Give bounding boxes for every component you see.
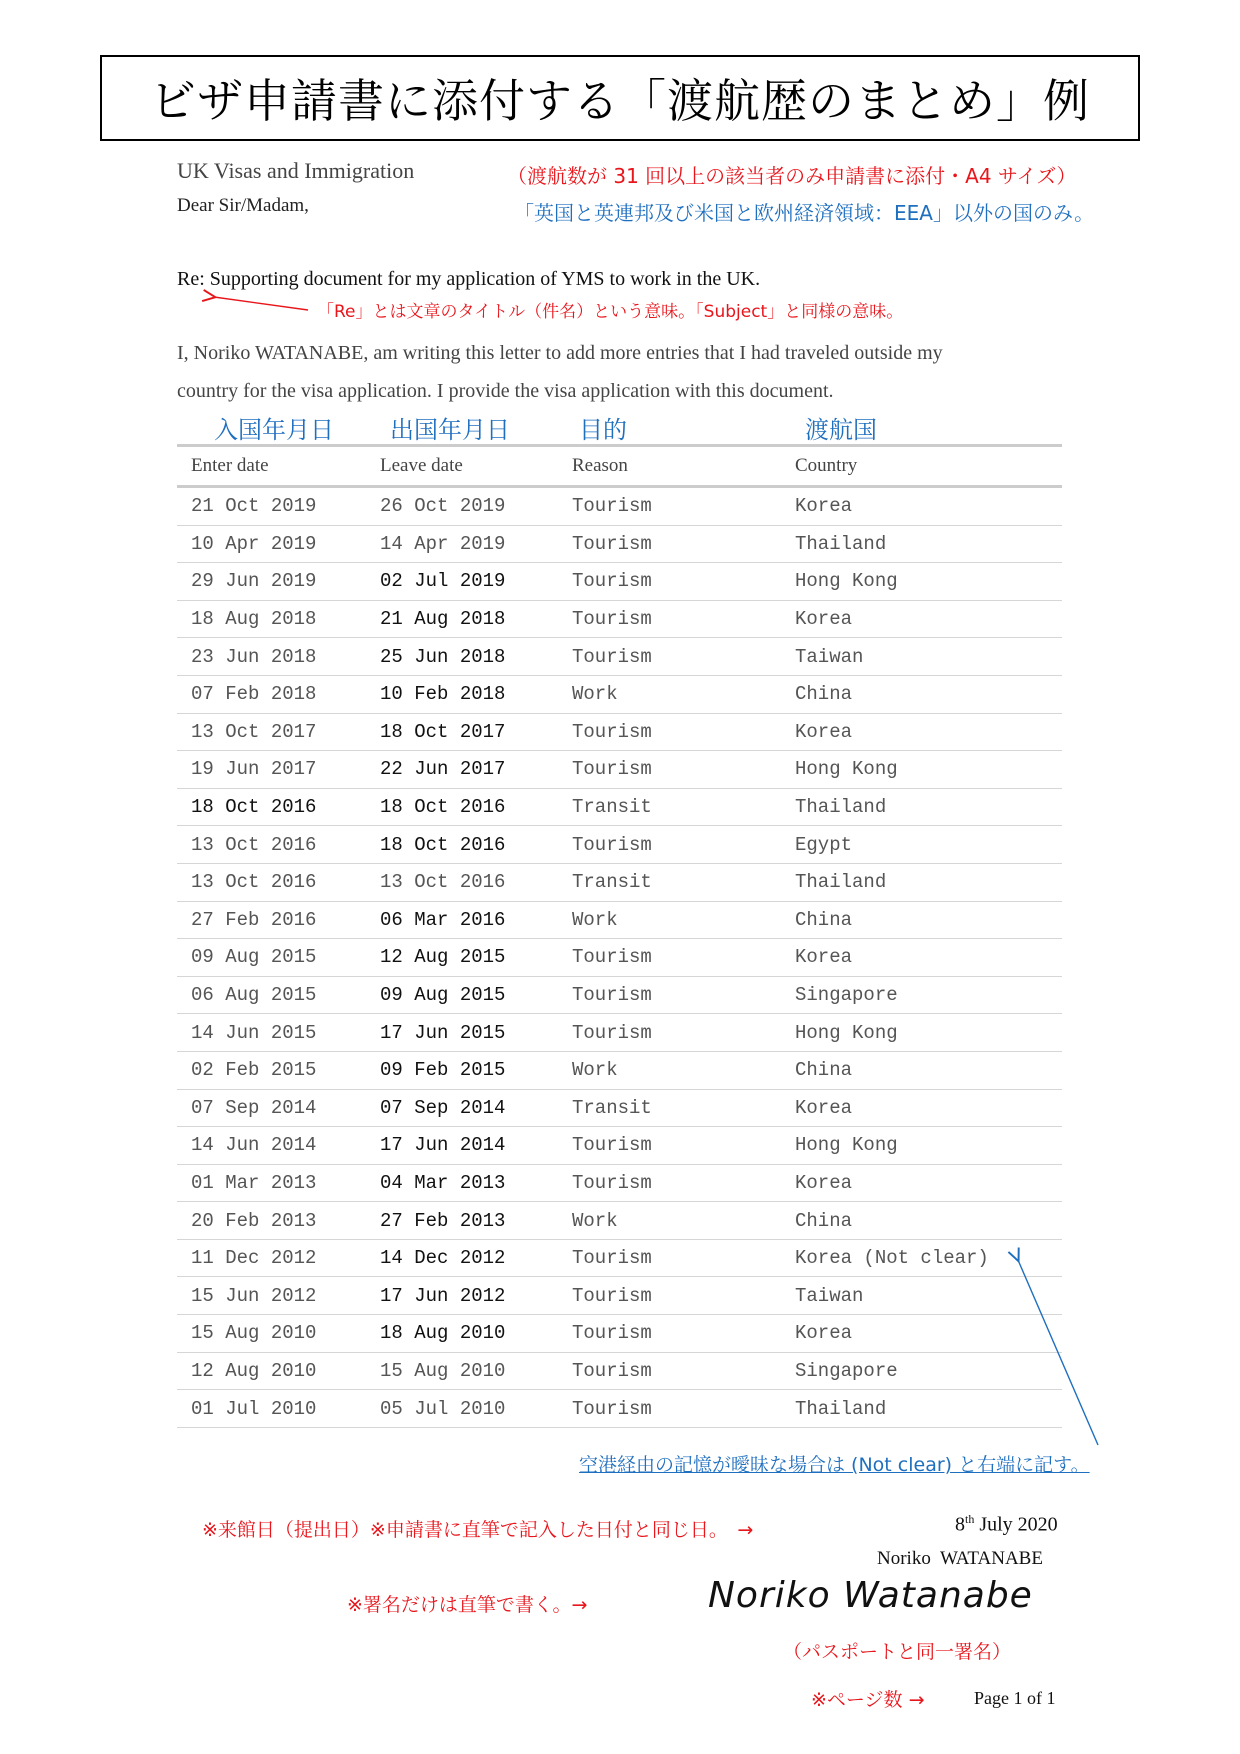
cell-reason: Tourism: [558, 939, 781, 977]
cell-enter-date: 27 Feb 2016: [177, 901, 366, 939]
cell-leave-date: 05 Jul 2010: [366, 1390, 558, 1428]
cell-reason: Tourism: [558, 563, 781, 601]
cell-enter-date: 13 Oct 2016: [177, 826, 366, 864]
cell-leave-date: 12 Aug 2015: [366, 939, 558, 977]
cell-reason: Tourism: [558, 1277, 781, 1315]
jp-header-leave: 出国年月日: [390, 416, 510, 444]
cell-enter-date: 02 Feb 2015: [177, 1051, 366, 1089]
cell-country: Korea (Not clear): [781, 1239, 1062, 1277]
region-note: 「英国と英連邦及び米国と欧州経済領域：EEA」以外の国のみ。: [514, 201, 1095, 225]
header-reason: Reason: [558, 446, 781, 487]
cell-country: Singapore: [781, 976, 1062, 1014]
page-number: Page 1 of 1: [974, 1688, 1056, 1708]
cell-leave-date: 17 Jun 2014: [366, 1127, 558, 1165]
body-line-1: I, Noriko WATANABE, am writing this letter to add more entries that I had traveled outside my: [177, 342, 943, 364]
jp-header-reason: 目的: [579, 416, 627, 444]
cell-enter-date: 06 Aug 2015: [177, 976, 366, 1014]
cell-enter-date: 21 Oct 2019: [177, 487, 366, 526]
cell-enter-date: 29 Jun 2019: [177, 563, 366, 601]
cell-leave-date: 27 Feb 2013: [366, 1202, 558, 1240]
cell-leave-date: 17 Jun 2015: [366, 1014, 558, 1052]
cell-enter-date: 18 Aug 2018: [177, 600, 366, 638]
cell-enter-date: 15 Jun 2012: [177, 1277, 366, 1315]
criteria-note: （渡航数が 31 回以上の該当者のみ申請書に添付・A4 サイズ）: [507, 164, 1077, 188]
header-leave-date: Leave date: [366, 446, 558, 487]
header-enter-date: Enter date: [177, 446, 366, 487]
cell-country: Egypt: [781, 826, 1062, 864]
signature: Noriko Watanabe: [708, 1575, 1033, 1616]
cell-reason: Tourism: [558, 1239, 781, 1277]
cell-enter-date: 13 Oct 2016: [177, 863, 366, 901]
cell-reason: Tourism: [558, 525, 781, 563]
cell-reason: Work: [558, 1051, 781, 1089]
jp-header-enter: 入国年月日: [214, 416, 334, 444]
cell-reason: Tourism: [558, 487, 781, 526]
cell-leave-date: 14 Dec 2012: [366, 1239, 558, 1277]
cell-country: Thailand: [781, 525, 1062, 563]
cell-reason: Work: [558, 675, 781, 713]
salutation: Dear Sir/Madam,: [177, 195, 309, 216]
cell-reason: Tourism: [558, 826, 781, 864]
cell-reason: Tourism: [558, 1390, 781, 1428]
cell-leave-date: 21 Aug 2018: [366, 600, 558, 638]
cell-reason: Tourism: [558, 600, 781, 638]
cell-enter-date: 07 Feb 2018: [177, 675, 366, 713]
cell-country: Korea: [781, 939, 1062, 977]
cell-country: Hong Kong: [781, 1014, 1062, 1052]
cell-reason: Tourism: [558, 1164, 781, 1202]
cell-reason: Tourism: [558, 1315, 781, 1353]
cell-reason: Tourism: [558, 751, 781, 789]
cell-country: Thailand: [781, 1390, 1062, 1428]
letter-date: 8th July 2020: [955, 1512, 1058, 1536]
cell-leave-date: 09 Aug 2015: [366, 976, 558, 1014]
recipient: UK Visas and Immigration: [177, 158, 415, 183]
cell-country: Korea: [781, 1315, 1062, 1353]
cell-leave-date: 10 Feb 2018: [366, 675, 558, 713]
cell-country: China: [781, 675, 1062, 713]
cell-leave-date: 18 Oct 2017: [366, 713, 558, 751]
cell-country: Hong Kong: [781, 563, 1062, 601]
not-clear-note: 空港経由の記憶が曖昧な場合は (Not clear) と右端に記す。: [579, 1454, 1090, 1476]
cell-country: Hong Kong: [781, 751, 1062, 789]
cell-leave-date: 02 Jul 2019: [366, 563, 558, 601]
cell-enter-date: 07 Sep 2014: [177, 1089, 366, 1127]
header-country: Country: [781, 446, 1062, 487]
cell-country: Korea: [781, 487, 1062, 526]
cell-leave-date: 04 Mar 2013: [366, 1164, 558, 1202]
cell-country: Korea: [781, 1164, 1062, 1202]
cell-reason: Transit: [558, 1089, 781, 1127]
cell-enter-date: 13 Oct 2017: [177, 713, 366, 751]
cell-leave-date: 18 Oct 2016: [366, 826, 558, 864]
cell-country: China: [781, 1202, 1062, 1240]
cell-enter-date: 15 Aug 2010: [177, 1315, 366, 1353]
cell-leave-date: 26 Oct 2019: [366, 487, 558, 526]
body-line-2: country for the visa application. I provide the visa application with this document.: [177, 380, 834, 402]
cell-country: Taiwan: [781, 1277, 1062, 1315]
cell-enter-date: 11 Dec 2012: [177, 1239, 366, 1277]
cell-country: Hong Kong: [781, 1127, 1062, 1165]
cell-country: China: [781, 1051, 1062, 1089]
page-title: ビザ申請書に添付する「渡航歴のまとめ」例: [150, 74, 1090, 128]
cell-enter-date: 09 Aug 2015: [177, 939, 366, 977]
cell-country: Thailand: [781, 863, 1062, 901]
cell-leave-date: 15 Aug 2010: [366, 1352, 558, 1390]
cell-enter-date: 18 Oct 2016: [177, 788, 366, 826]
subject-arrow: [214, 297, 308, 310]
cell-enter-date: 01 Mar 2013: [177, 1164, 366, 1202]
cell-enter-date: 19 Jun 2017: [177, 751, 366, 789]
cell-reason: Transit: [558, 788, 781, 826]
cell-enter-date: 12 Aug 2010: [177, 1352, 366, 1390]
cell-country: China: [781, 901, 1062, 939]
cell-country: Korea: [781, 1089, 1062, 1127]
cell-country: Singapore: [781, 1352, 1062, 1390]
cell-leave-date: 18 Oct 2016: [366, 788, 558, 826]
cell-reason: Tourism: [558, 713, 781, 751]
cell-leave-date: 06 Mar 2016: [366, 901, 558, 939]
not-clear-arrow: [1018, 1260, 1098, 1445]
cell-country: Korea: [781, 713, 1062, 751]
cell-country: Thailand: [781, 788, 1062, 826]
cell-reason: Tourism: [558, 1014, 781, 1052]
cell-reason: Tourism: [558, 1127, 781, 1165]
cell-reason: Work: [558, 901, 781, 939]
cell-enter-date: 14 Jun 2015: [177, 1014, 366, 1052]
cell-reason: Tourism: [558, 976, 781, 1014]
cell-leave-date: 14 Apr 2019: [366, 525, 558, 563]
signature-note: ※署名だけは直筆で書く。→: [347, 1594, 588, 1616]
cell-enter-date: 10 Apr 2019: [177, 525, 366, 563]
cell-leave-date: 07 Sep 2014: [366, 1089, 558, 1127]
cell-leave-date: 22 Jun 2017: [366, 751, 558, 789]
cell-enter-date: 23 Jun 2018: [177, 638, 366, 676]
cell-reason: Tourism: [558, 1352, 781, 1390]
cell-country: Taiwan: [781, 638, 1062, 676]
cell-enter-date: 20 Feb 2013: [177, 1202, 366, 1240]
page-count-note: ※ページ数 →: [811, 1689, 925, 1711]
cell-reason: Transit: [558, 863, 781, 901]
cell-leave-date: 13 Oct 2016: [366, 863, 558, 901]
cell-country: Korea: [781, 600, 1062, 638]
printed-name: Noriko WATANABE: [877, 1548, 1043, 1569]
cell-leave-date: 25 Jun 2018: [366, 638, 558, 676]
subject-annotation: 「Re」とは文章のタイトル（件名）という意味。「Subject」と同様の意味。: [317, 302, 904, 322]
cell-leave-date: 18 Aug 2010: [366, 1315, 558, 1353]
cell-enter-date: 14 Jun 2014: [177, 1127, 366, 1165]
subject-line: Re: Supporting document for my application of YMS to work in the UK.: [177, 268, 761, 290]
passport-note: （パスポートと同一署名）: [783, 1641, 1012, 1663]
cell-leave-date: 09 Feb 2015: [366, 1051, 558, 1089]
cell-leave-date: 17 Jun 2012: [366, 1277, 558, 1315]
jp-header-country: 渡航国: [805, 416, 877, 444]
cell-enter-date: 01 Jul 2010: [177, 1390, 366, 1428]
cell-reason: Tourism: [558, 638, 781, 676]
visit-date-note: ※来館日（提出日）※申請書に直筆で記入した日付と同じ日。 →: [202, 1519, 754, 1541]
cell-reason: Work: [558, 1202, 781, 1240]
